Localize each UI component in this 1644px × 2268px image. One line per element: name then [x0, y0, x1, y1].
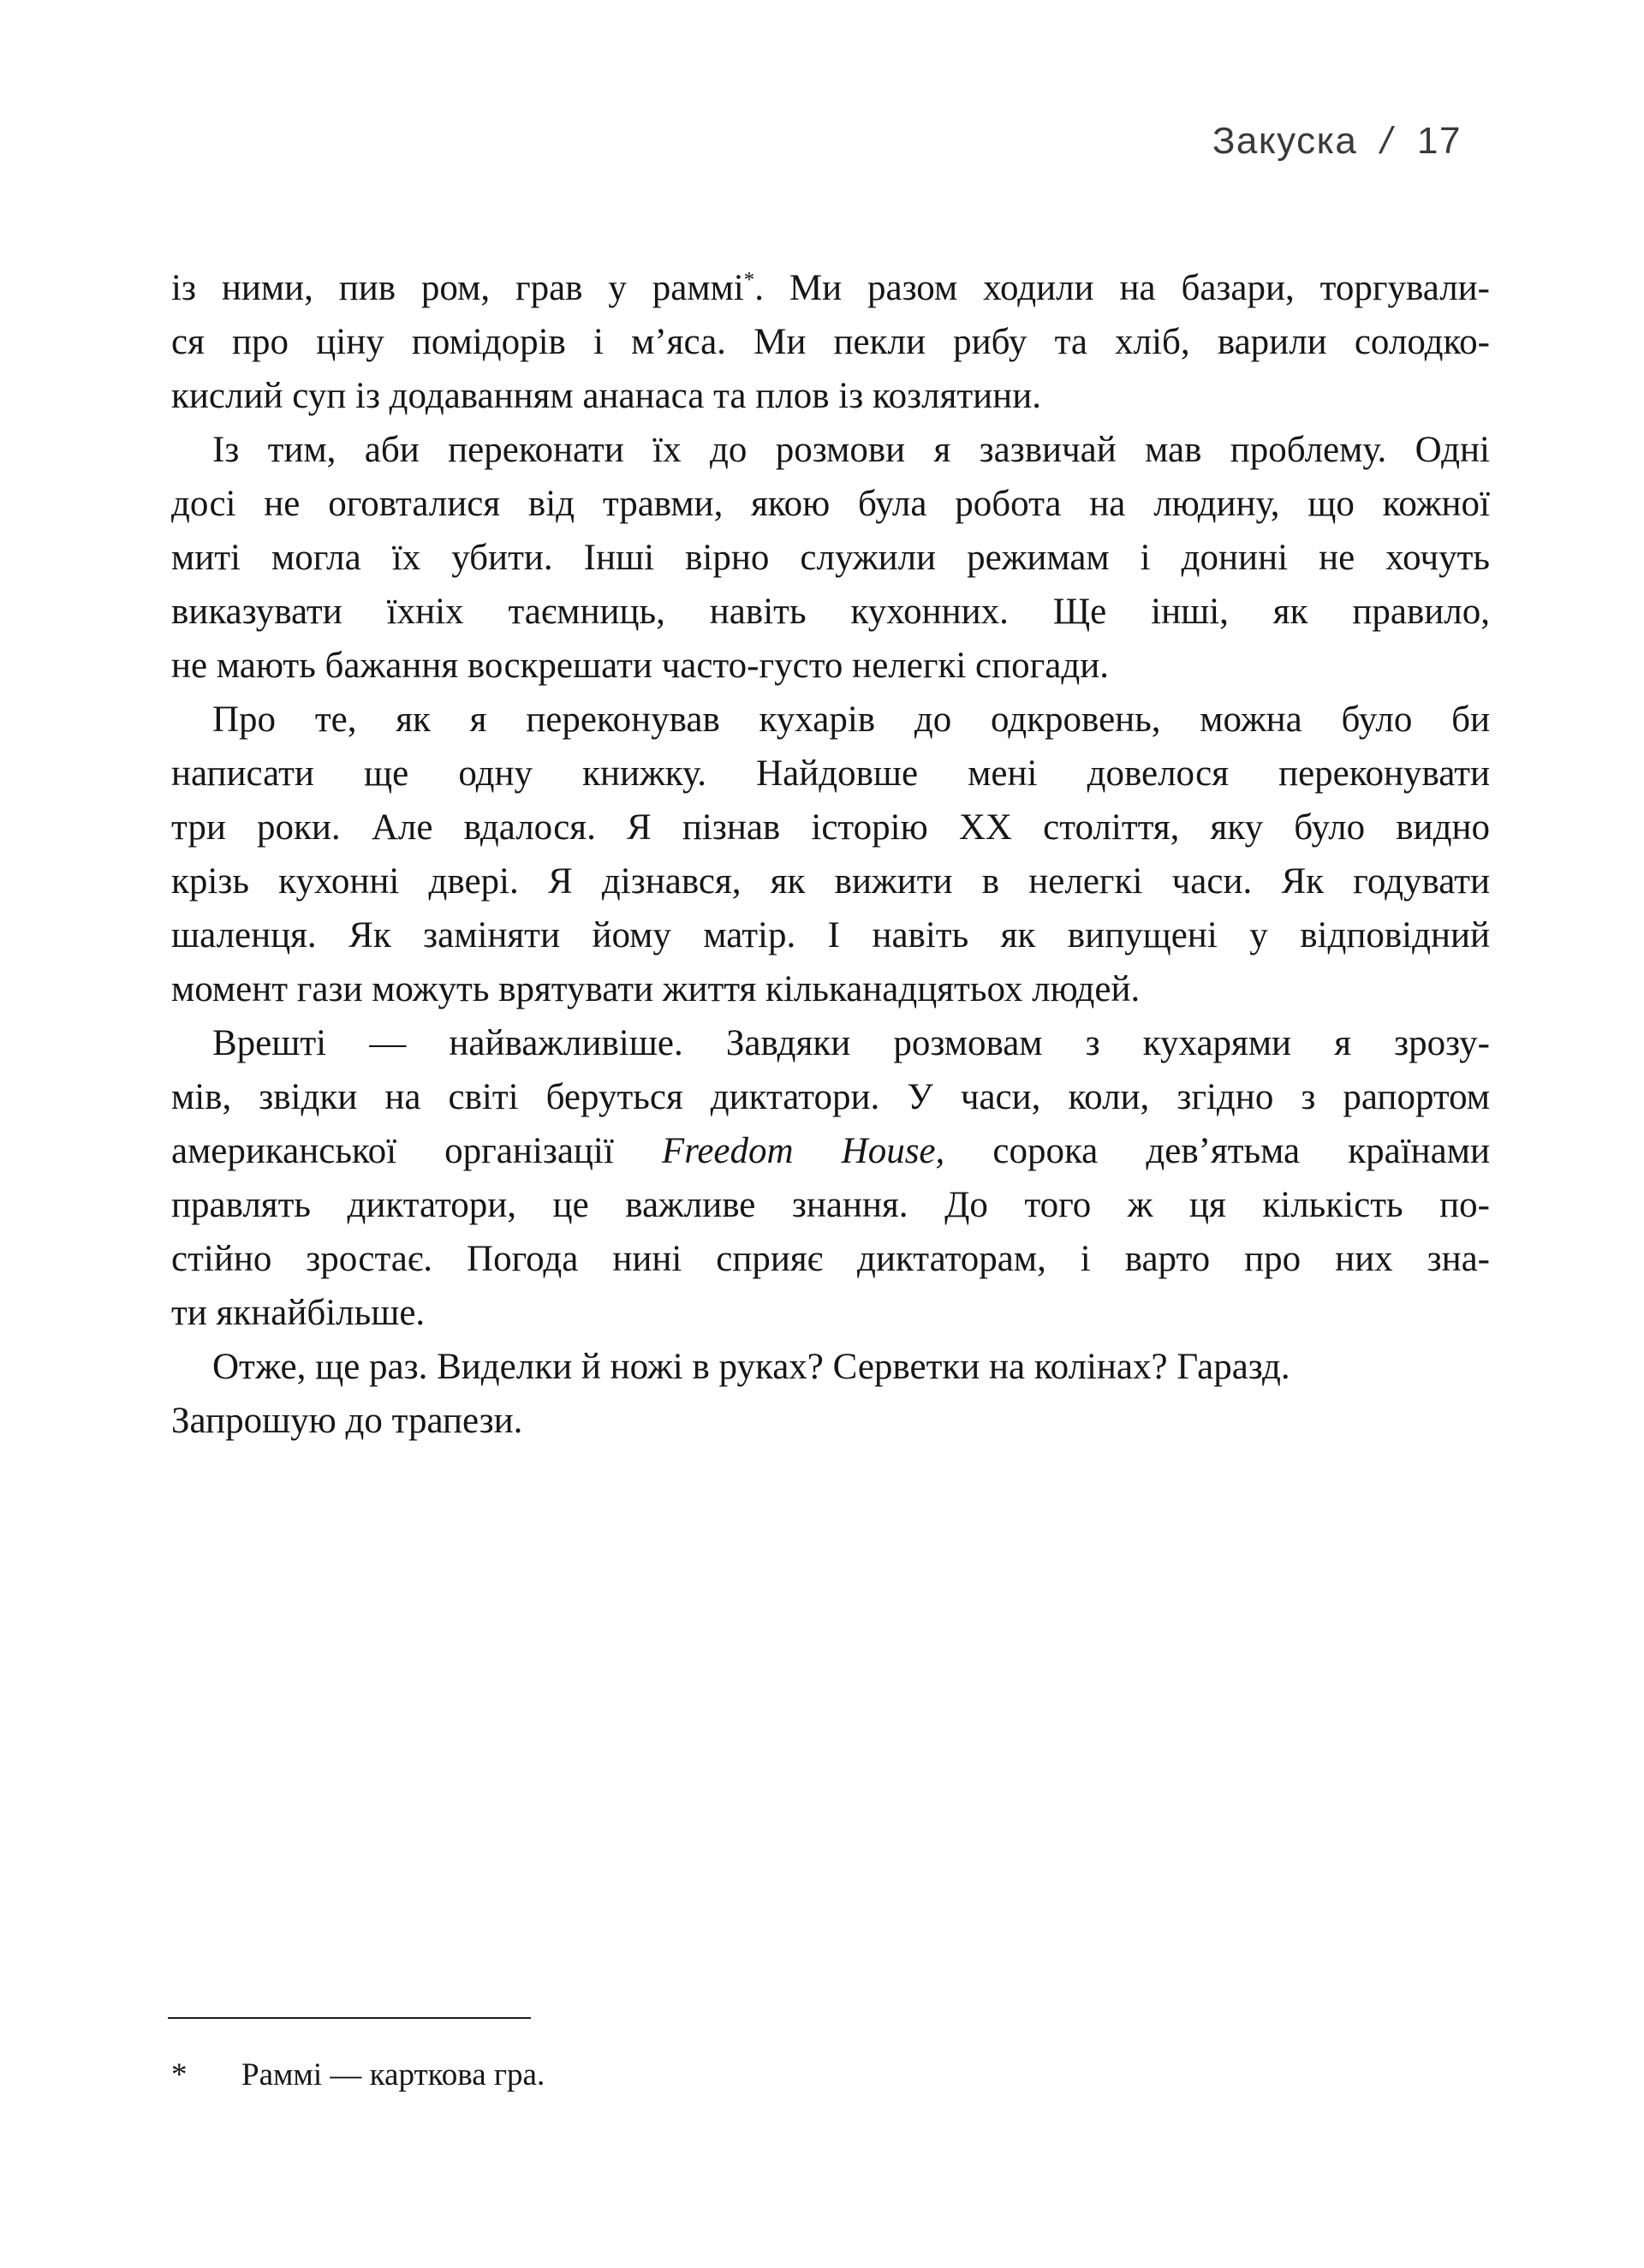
text-line [171, 477, 1490, 531]
text-segment: сорока дев’ятьма країнами [944, 1131, 1490, 1171]
text-segment: стійно зростає. Погода нині сприяє диктаторам, і варто про них зна- [171, 1239, 1490, 1279]
text-line [171, 908, 1490, 962]
text-segment: написати ще одну книжку. Найдовше мені довелося переконувати [171, 753, 1490, 794]
text-line [171, 1286, 1490, 1340]
footnote-rule [168, 2017, 531, 2019]
text-segment: Про те, як я переконував кухарів до одкровень, можна було би [212, 699, 1490, 740]
text-line [171, 423, 1490, 477]
text-line [171, 801, 1490, 854]
text-line [171, 747, 1490, 801]
text-line [171, 1124, 1490, 1178]
text-segment: кислий суп із додаванням ананаса та плов із козлятини. [171, 376, 1041, 416]
chapter-title: Закуска [1212, 120, 1358, 162]
text-line [171, 1178, 1490, 1232]
paragraph [171, 693, 1490, 1016]
text-line [171, 1016, 1490, 1070]
text-line [171, 1232, 1490, 1286]
text-segment: досі не оговталися від травми, якою була робота на людину, що кожної [171, 484, 1490, 524]
text-line [171, 369, 1490, 423]
footnote-reference-asterisk: * [743, 268, 755, 292]
text-line [171, 531, 1490, 585]
text-line [171, 854, 1490, 908]
text-segment: із ними, пив ром, грав у раммі [171, 268, 744, 308]
text-segment: ти якнайбільше. [171, 1293, 426, 1333]
text-segment: мів, звідки на світі беруться диктатори. У часи, коли, згідно з рапортом [171, 1077, 1490, 1117]
paragraph [171, 1016, 1490, 1340]
text-line [171, 1340, 1490, 1394]
text-segment: шаленця. Як заміняти йому матір. І навіть як випущені у відповідний [171, 915, 1490, 955]
text-segment: миті могла їх убити. Інші вірно служили режимам і донині не хочуть [171, 538, 1490, 578]
text-line [171, 1394, 1490, 1448]
text-line [171, 639, 1490, 693]
text-segment: виказувати їхніх таємниць, навіть кухонних. Ще інші, як правило, [171, 592, 1490, 632]
text-segment: три роки. Але вдалося. Я пізнав історію ХХ століття, яку було видно [171, 807, 1490, 848]
page-number: 17 [1417, 120, 1462, 162]
text-segment: . Ми разом ходили на базари, торгували- [754, 268, 1490, 308]
text-line [171, 693, 1490, 747]
paragraph [171, 261, 1490, 423]
italic-text: Freedom House, [661, 1131, 945, 1171]
text-line [171, 315, 1490, 369]
text-line [171, 585, 1490, 639]
running-header [1212, 120, 1462, 163]
footnote-text: Раммі — карткова гра. [241, 2057, 545, 2092]
text-segment: ся про ціну помідорів і м’яса. Ми пекли рибу та хліб, варили солодко- [171, 322, 1490, 362]
text-line [171, 261, 1490, 315]
text-segment: Із тим, аби переконати їх до розмови я зазвичай мав проблему. Одні [212, 430, 1490, 470]
text-segment: Врешті — найважливіше. Завдяки розмовам з кухарями я зрозу- [212, 1023, 1490, 1063]
text-line [171, 962, 1490, 1016]
text-segment: Запрошую до трапези. [171, 1401, 523, 1441]
paragraph [171, 423, 1490, 693]
text-segment: не мають бажання воскрешати часто-густо нелегкі спогади. [171, 646, 1110, 686]
text-segment: правлять диктатори, це важливе знання. До того ж ця кількість по- [171, 1185, 1490, 1225]
text-segment: крізь кухонні двері. Я дізнався, як вижити в нелегкі часи. Як годувати [171, 861, 1490, 902]
paragraph [171, 1340, 1490, 1448]
header-separator: / [1377, 120, 1398, 162]
text-segment: Отже, ще раз. Виделки й ножі в руках? Серветки на колінах? Гаразд. [212, 1347, 1290, 1387]
text-segment: момент гази можуть врятувати життя кільканадцятьох людей. [171, 969, 1141, 1009]
footnote [171, 2053, 1490, 2098]
text-segment: американської організації [171, 1131, 662, 1171]
text-line [171, 1070, 1490, 1124]
body-text [171, 261, 1490, 1448]
footnote-marker: * [171, 2057, 188, 2092]
